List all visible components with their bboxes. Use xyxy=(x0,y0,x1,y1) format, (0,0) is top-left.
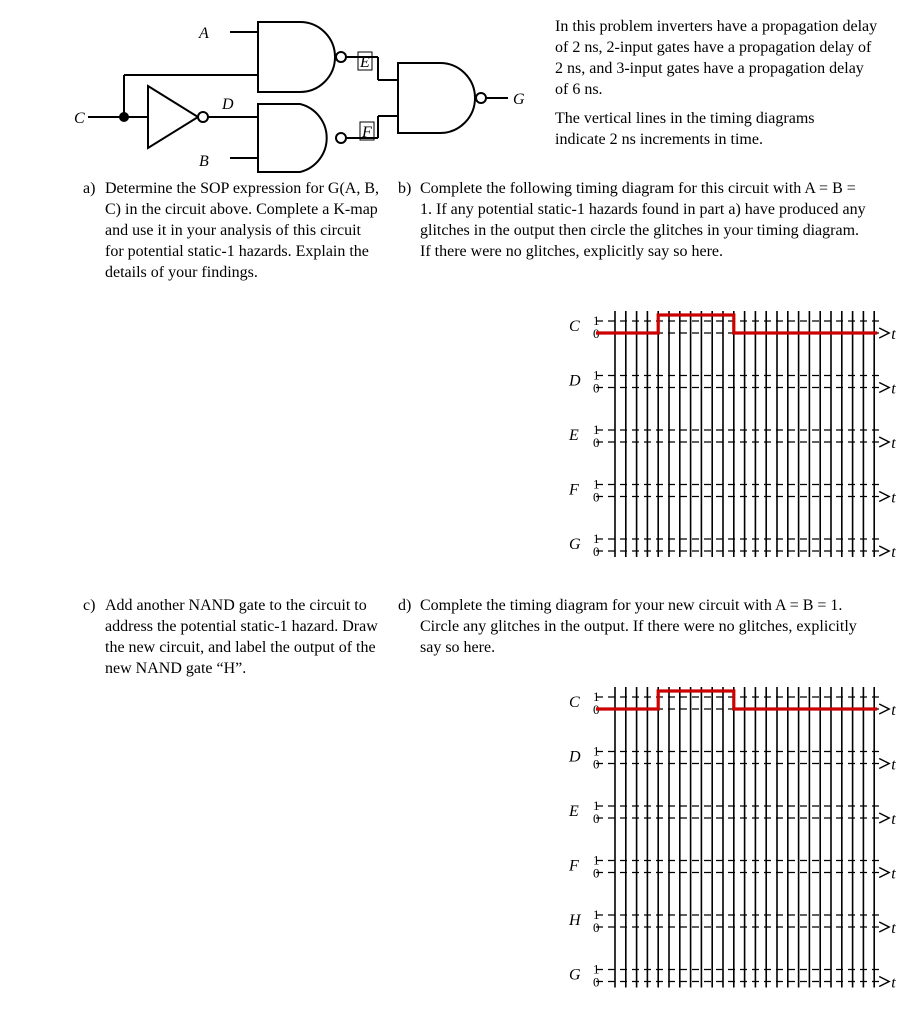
c-waveform-trace xyxy=(596,691,877,709)
signal-label: G xyxy=(569,966,581,984)
signal-label: C xyxy=(569,318,580,335)
question-c-label: c) xyxy=(83,597,96,614)
level-low-label: 0 xyxy=(593,974,600,990)
question-b-text: Complete the following timing diagram for this circuit with A = B = 1. If any potential static-1 hazards found in part a) have produced any glitches in the output then circle the glitches in your timing diagram. If there were no glitches, explicitly say so here. xyxy=(420,180,866,260)
axis-arrow-icon xyxy=(879,813,889,823)
question-d-text: Complete the timing diagram for your new circuit with A = B = 1. Circle any glitches in the output. If there were no glitches, explicitly say so here. xyxy=(420,597,857,656)
level-low-label: 0 xyxy=(593,380,600,396)
question-a-text: Determine the SOP expression for G(A, B, C) in the circuit above. Complete a K-map and use it in your analysis of this circuit for potential static-1 hazards. Explain the details of your findings. xyxy=(105,180,380,281)
level-high-label: 1 xyxy=(593,907,600,922)
label-e: E xyxy=(360,54,370,71)
time-axis-label: t xyxy=(891,326,896,343)
time-axis-label: t xyxy=(891,380,896,398)
level-low-label: 0 xyxy=(593,489,600,505)
time-axis-label: t xyxy=(891,544,896,561)
question-d-label: d) xyxy=(398,597,412,614)
intro-paragraph-2: The vertical lines in the timing diagrams indicate 2 ns increments in time. xyxy=(555,110,815,148)
level-low-label: 0 xyxy=(593,544,600,559)
signal-label: D xyxy=(569,748,581,766)
signal-label: G xyxy=(569,536,581,553)
signal-label: C xyxy=(569,694,580,711)
time-axis-label: t xyxy=(891,489,896,507)
level-low-label: 0 xyxy=(593,702,600,717)
time-axis-label: t xyxy=(891,974,896,992)
signal-label: E xyxy=(569,427,579,444)
label-b: B xyxy=(199,153,209,170)
level-low-label: 0 xyxy=(593,865,600,881)
time-axis-label: t xyxy=(891,920,896,937)
signal-label: D xyxy=(569,372,581,390)
time-axis-label: t xyxy=(891,865,896,883)
level-high-label: 1 xyxy=(593,798,600,813)
signal-label: H xyxy=(569,912,581,929)
time-axis-label: t xyxy=(891,435,896,452)
axis-arrow-icon xyxy=(879,704,889,714)
level-low-label: 0 xyxy=(593,326,600,341)
level-high-label: 1 xyxy=(593,476,600,492)
level-low-label: 0 xyxy=(593,435,600,450)
signal-label: E xyxy=(569,803,579,820)
level-high-label: 1 xyxy=(593,689,600,704)
label-f: F xyxy=(362,124,372,141)
level-high-label: 1 xyxy=(593,852,600,868)
axis-arrow-icon xyxy=(879,977,889,987)
time-axis-label: t xyxy=(891,702,896,719)
label-g: G xyxy=(513,91,525,108)
question-c-text: Add another NAND gate to the circuit to address the potential static-1 hazard. Draw the new circuit, and label the output of the new NAND gate “H”. xyxy=(105,597,378,677)
level-high-label: 1 xyxy=(593,743,600,759)
level-high-label: 1 xyxy=(593,367,600,383)
level-low-label: 0 xyxy=(593,756,600,772)
label-a: A xyxy=(199,25,209,42)
axis-arrow-icon xyxy=(879,922,889,932)
signal-label: F xyxy=(569,857,579,875)
level-low-label: 0 xyxy=(593,920,600,935)
axis-arrow-icon xyxy=(879,868,889,878)
label-d: D xyxy=(222,96,234,113)
level-high-label: 1 xyxy=(593,422,600,437)
time-axis-label: t xyxy=(891,811,896,828)
time-axis-label: t xyxy=(891,756,896,774)
level-low-label: 0 xyxy=(593,811,600,826)
level-high-label: 1 xyxy=(593,961,600,977)
question-b-label: b) xyxy=(398,180,412,197)
signal-label: F xyxy=(569,481,579,499)
axis-arrow-icon xyxy=(879,759,889,769)
intro-paragraph-1: In this problem inverters have a propagation delay of 2 ns, 2-input gates have a propagation delay of 2 ns, and 3-input gates have a propagation delay of 6 ns. xyxy=(555,18,878,98)
level-high-label: 1 xyxy=(593,313,600,328)
level-high-label: 1 xyxy=(593,531,600,546)
question-a-label: a) xyxy=(83,180,96,197)
label-c: C xyxy=(74,110,85,127)
